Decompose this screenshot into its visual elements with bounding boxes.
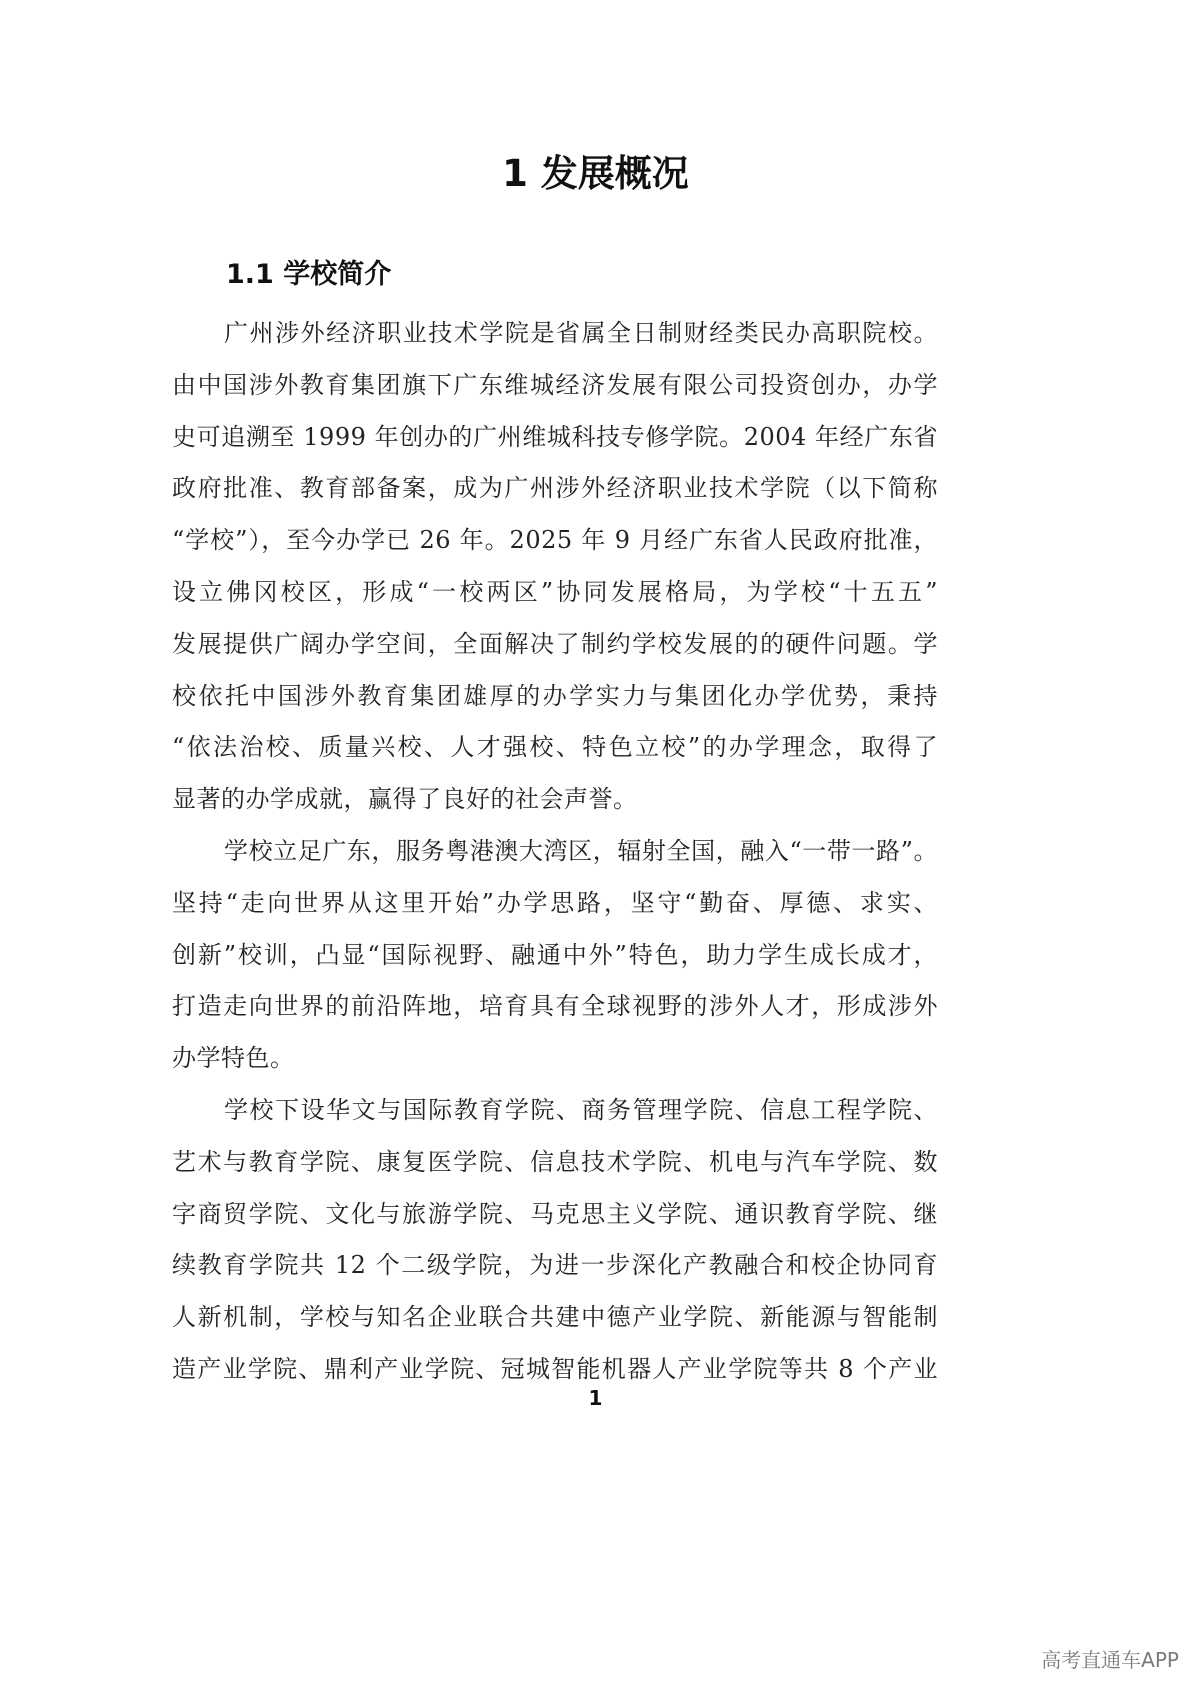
page-number: 1 [588, 1386, 603, 1410]
text-line: 学校立足广东，服务粤港澳大湾区，辐射全国，融入“一带一路”。 [224, 836, 938, 865]
text-line: 广州涉外经济职业技术学院是省属全日制财经类民办高职院校。 [224, 319, 938, 347]
paragraph [172, 826, 938, 1085]
paragraph [172, 308, 938, 826]
watermark-text: 高考直通车APP [1041, 1648, 1179, 1672]
text-line: 坚持“走向世界从这里开始”办学思路，坚守“勤奋、厚德、求实、 [172, 888, 938, 917]
text-line: 校依托中国涉外教育集团雄厚的办学实力与集团化办学优势，秉持 [172, 681, 938, 710]
text-line: 政府批准、教育部备案，成为广州涉外经济职业技术学院（以下简称 [172, 474, 938, 503]
section-title: 1.1 学校简介 [226, 259, 392, 290]
text-line: “学校”），至今办学已 26 年。2025 年 9 月经广东省人民政府批准， [172, 526, 938, 555]
text-line: 办学特色。 [172, 1044, 295, 1073]
text-line: 显著的办学成就，赢得了良好的社会声誉。 [172, 785, 638, 814]
text-line: 人新机制，学校与知名企业联合共建中德产业学院、新能源与智能制 [172, 1303, 938, 1332]
chapter-title: 1 发展概况 [502, 152, 689, 195]
paragraph [172, 1085, 938, 1396]
text-line: 史可追溯至 1999 年创办的广州维城科技专修学院。2004 年经广东省 [172, 422, 938, 451]
text-line: 学校下设华文与国际教育学院、商务管理学院、信息工程学院、 [224, 1095, 938, 1124]
text-line: 续教育学院共 12 个二级学院，为进一步深化产教融合和校企协同育 [172, 1251, 938, 1280]
body-text [172, 308, 938, 1396]
text-line: 创新”校训，凸显“国际视野、融通中外”特色，助力学生成长成才， [172, 940, 938, 969]
text-line: 设立佛冈校区，形成“一校两区”协同发展格局，为学校“十五五” [172, 577, 938, 606]
text-line: 发展提供广阔办学空间，全面解决了制约学校发展的的硬件问题。学 [172, 629, 938, 658]
text-line: “依法治校、质量兴校、人才强校、特色立校”的办学理念，取得了 [172, 733, 938, 762]
text-line: 由中国涉外教育集团旗下广东维城经济发展有限公司投资创办，办学 [172, 370, 938, 399]
text-line: 艺术与教育学院、康复医学院、信息技术学院、机电与汽车学院、数 [172, 1147, 938, 1176]
text-line: 造产业学院、鼎利产业学院、冠城智能机器人产业学院等共 8 个产业 [172, 1354, 938, 1383]
text-line: 打造走向世界的前沿阵地，培育具有全球视野的涉外人才，形成涉外 [172, 992, 938, 1021]
text-line: 字商贸学院、文化与旅游学院、马克思主义学院、通识教育学院、继 [172, 1199, 938, 1228]
